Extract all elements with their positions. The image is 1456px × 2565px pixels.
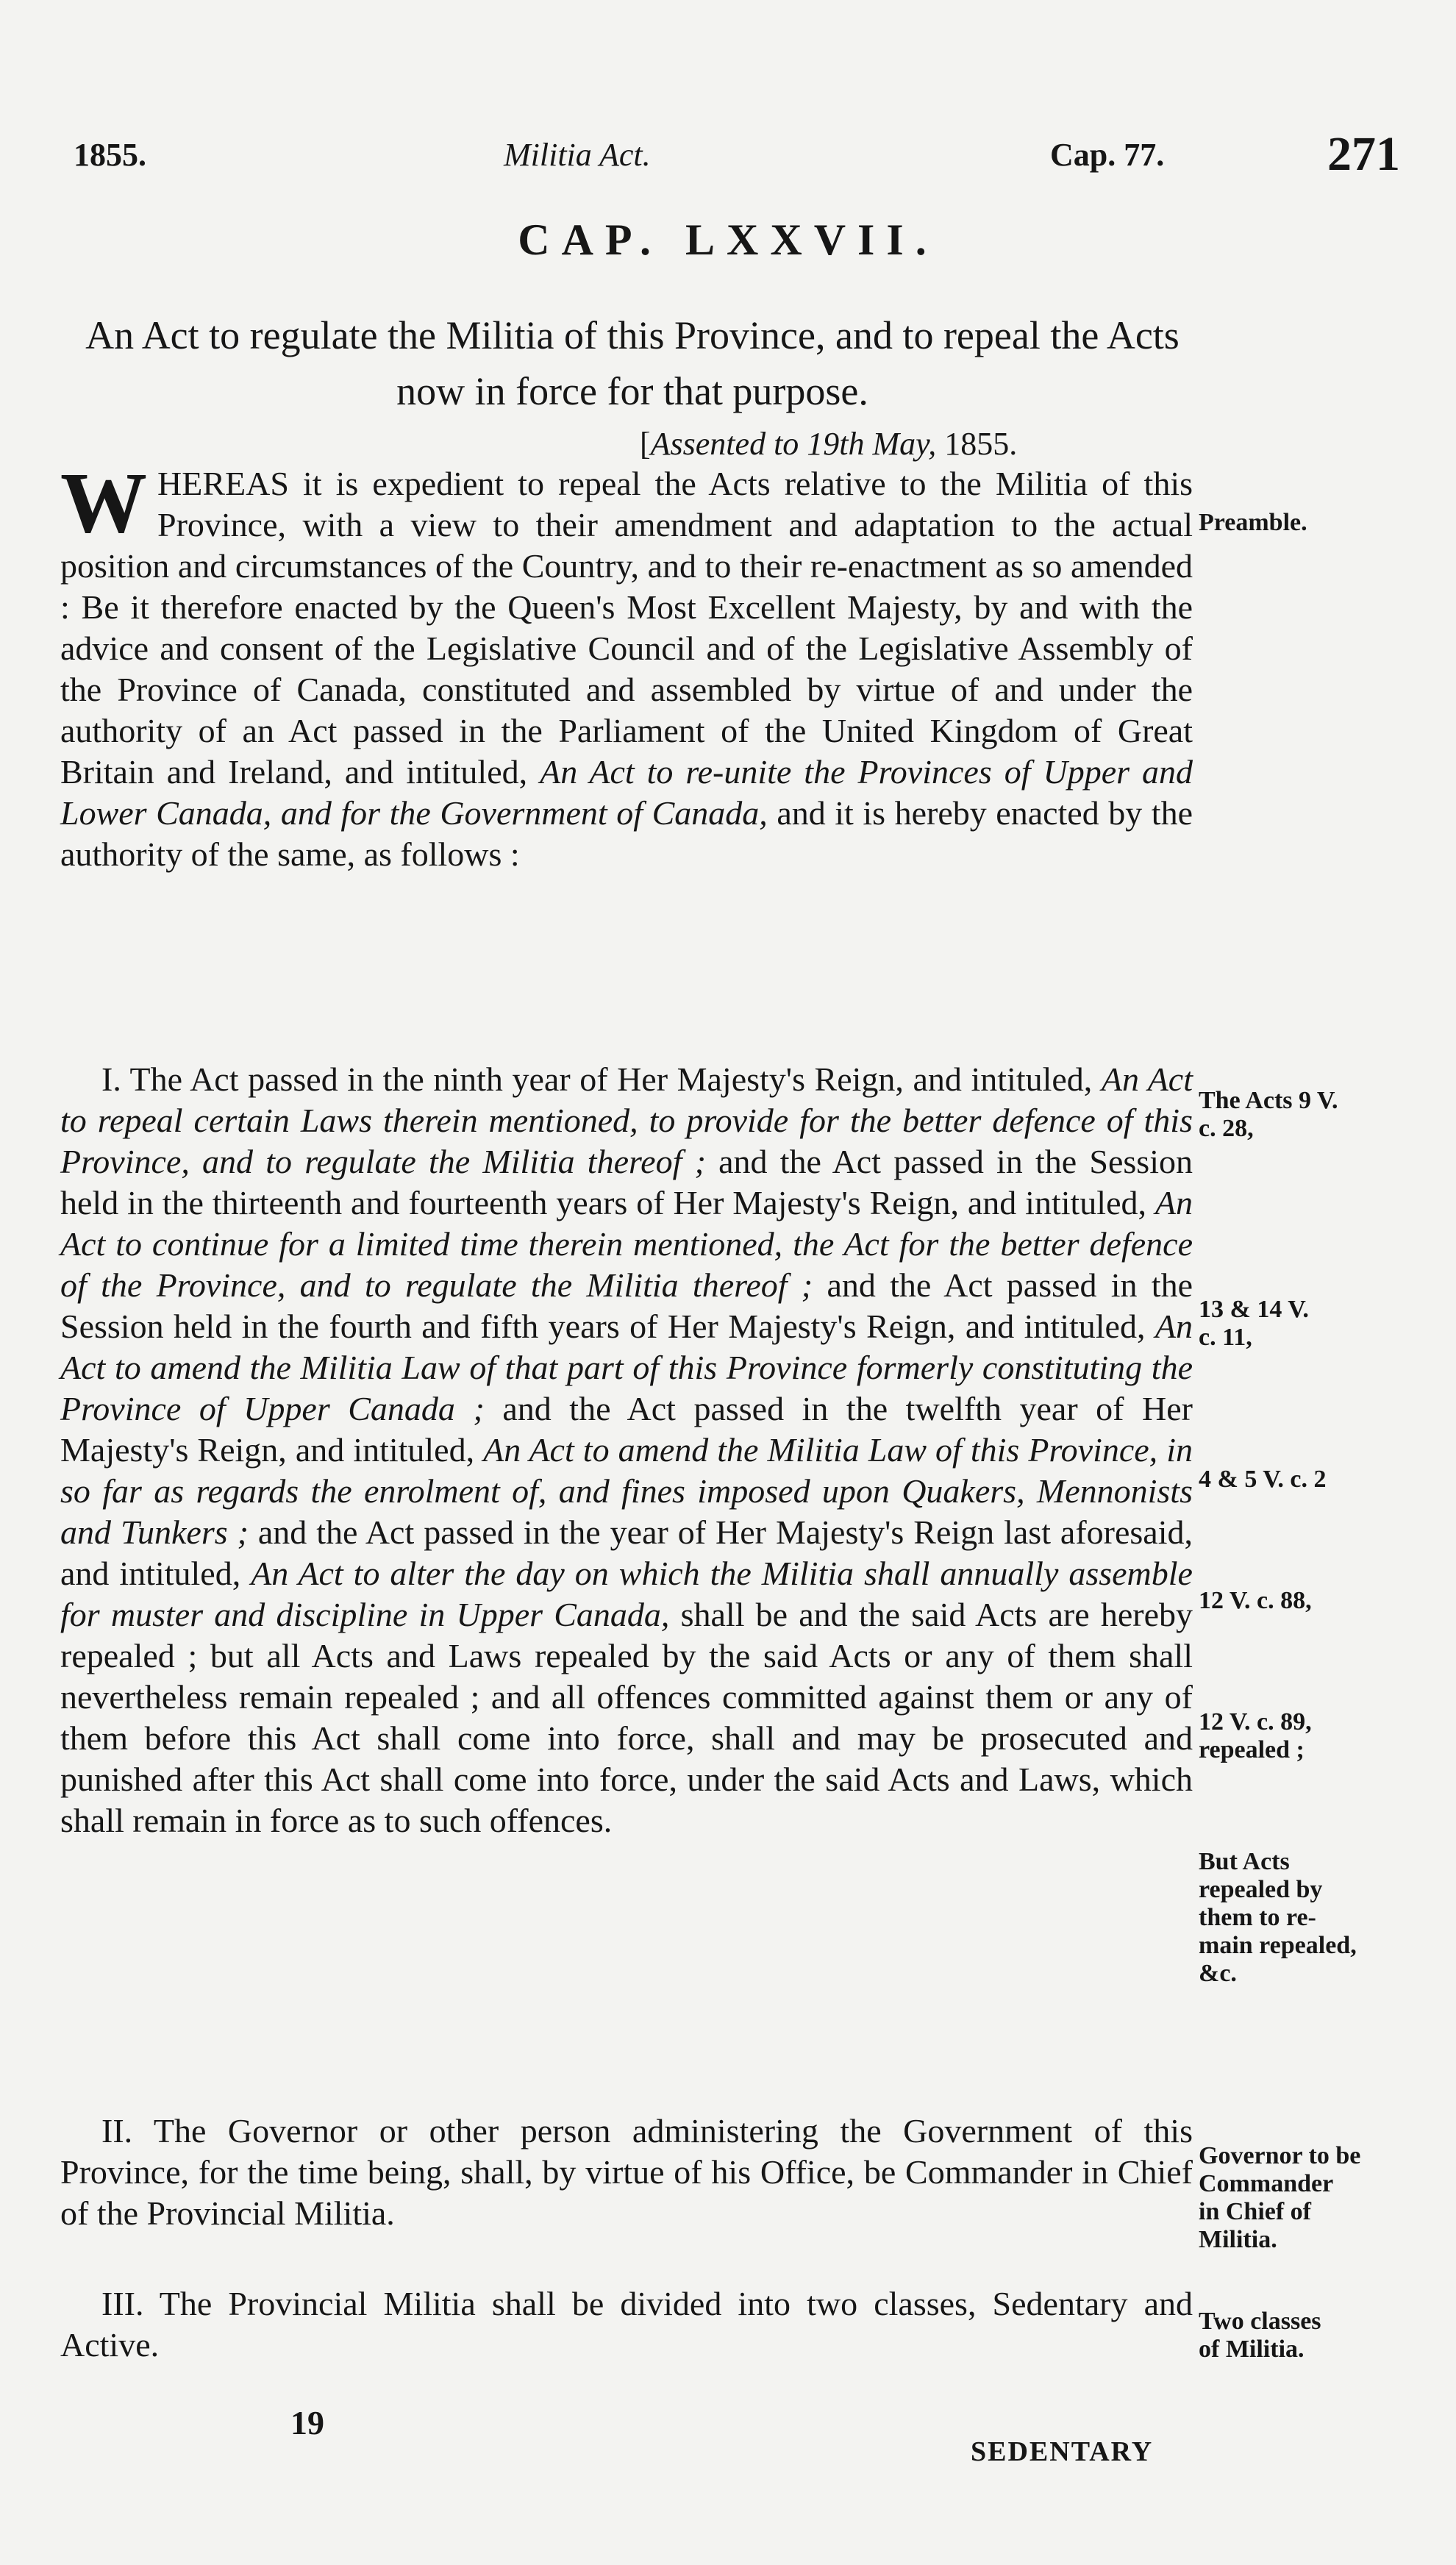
section-1-text-1: I. The Act passed in the ninth year of Her Majesty's Reign, and intituled,: [101, 1060, 1093, 1098]
running-header-chapter: Cap. 77.: [1050, 137, 1165, 173]
margin-note-line: Two classes: [1199, 2308, 1321, 2335]
margin-note-line: repealed ;: [1199, 1736, 1305, 1763]
act-title: An Act to regulate the Militia of this Province, and to repeal the Acts now in force for that purpose.: [85, 313, 1180, 413]
margin-note-line: main repealed,: [1199, 1932, 1357, 1959]
section-1-text-5: and the Act passed in the year of Her Majesty's Reign last aforesaid, and intituled,: [60, 1513, 1193, 1592]
assent-bracket: [: [640, 426, 651, 462]
margin-note-line: Governor to be: [1199, 2142, 1361, 2169]
section-1-text-4: and the Act passed in the twelfth year of Her Majesty's Reign, and intituled,: [60, 1390, 1193, 1469]
preamble-italic-title: An Act to re-unite the Provinces of Upper and Lower Canada, and for the Government of Canada,: [60, 753, 1193, 832]
section-1-italic-3: An Act to amend the Militia Law of that part of this Province formerly constituting the Province of Upper Canada ;: [60, 1308, 1193, 1427]
margin-note-line: them to re-: [1199, 1904, 1316, 1931]
margin-note-line: repealed by: [1199, 1876, 1323, 1903]
page-number: 271: [1327, 127, 1400, 181]
margin-note-line: c. 11,: [1199, 1324, 1252, 1351]
margin-note-line: 12 V. c. 89,: [1199, 1708, 1312, 1735]
preamble-text-1: HEREAS it is expedient to repeal the Acts relative to the Militia of this Province, with a view to their amendment and adaptation to the actual position and circumstances of the Country, and to their re-enactment as so amended : Be it therefore enacted by the Queen's Most Excellent Majesty, by and with the advice and consent of the Legislative Council and of the Legislative Assembly of the Province of Canada, constituted and assembled by virtue of and under the authority of an Act passed in the Parliament of the United Kingdom of Great Britain and Ireland, and intituled,: [60, 465, 1193, 791]
margin-note-13-14-v: [1199, 1296, 1449, 1352]
margin-note-12-v-89: [1199, 1708, 1449, 1764]
margin-note-governor: [1199, 2142, 1449, 2254]
margin-note-line: of Militia.: [1199, 2336, 1305, 2363]
section-1-text-3: and the Act passed in the Session held in the fourth and fifth years of Her Majesty's Reign, and intituled,: [60, 1266, 1193, 1345]
margin-note-12-v-88: 12 V. c. 88,: [1199, 1587, 1312, 1614]
preamble-paragraph: [60, 454, 1193, 875]
section-2-paragraph: II. The Governor or other person administering the Government of this Province, for the time being, shall, by virtue of his Office, be Commander in Chief of the Provincial Militia.: [60, 2112, 1193, 2232]
assent-text: Assented to 19th May,: [650, 426, 937, 462]
section-1-italic-1: An Act to repeal certain Laws therein mentioned, to provide for the better defence of this Province, and to regulate the Militia thereof ;: [60, 1060, 1193, 1180]
section-1-italic-4: An Act to amend the Militia Law of this Province, in so far as regards the enrolment of, and fines imposed upon Quakers, Mennonists and Tunkers ;: [60, 1431, 1193, 1551]
margin-note-but-acts: [1199, 1848, 1449, 1988]
margin-note-two-classes: [1199, 2308, 1449, 2364]
margin-note-preamble: Preamble.: [1199, 509, 1307, 536]
drop-cap: W: [60, 454, 147, 551]
margin-note-line: Militia.: [1199, 2226, 1277, 2253]
section-3-paragraph: III. The Provincial Militia shall be divided into two classes, Sedentary and Active.: [60, 2285, 1193, 2364]
margin-note-4-5-v: 4 & 5 V. c. 2: [1199, 1466, 1327, 1493]
margin-note-line: 13 & 14 V.: [1199, 1296, 1309, 1323]
running-header-title: Militia Act.: [504, 137, 651, 173]
section-1-text-6: shall be and the said Acts are hereby repealed ; but all Acts and Laws repealed by the said Acts or any of them shall nevertheless remain repealed ; and all offences committed against them or any of them before this Act shall come into force, shall and may be prosecuted and punished after this Act shall come into force, under the said Acts and Laws, which shall remain in force as to such offences.: [60, 1596, 1193, 1839]
chapter-heading: CAP. LXXVII.: [518, 215, 938, 264]
margin-note-line: c. 28,: [1199, 1115, 1254, 1142]
section-1-italic-5: An Act to alter the day on which the Militia shall annually assemble for muster and discipline in Upper Canada,: [60, 1555, 1193, 1633]
margin-note-line: Commander: [1199, 2170, 1334, 2197]
assent-line: [640, 425, 1017, 463]
running-header-year: 1855.: [74, 137, 146, 173]
margin-note-line: in Chief of: [1199, 2198, 1311, 2225]
catchword: SEDENTARY: [971, 2436, 1154, 2467]
section-1-paragraph: [60, 1059, 1193, 1841]
signature-mark: 19: [290, 2404, 324, 2441]
margin-note-acts-9v: [1199, 1087, 1449, 1143]
section-1-italic-2: An Act to continue for a limited time therein mentioned, the Act for the better defence of the Province, and to regulate the Militia thereof ;: [60, 1184, 1193, 1304]
section-1-text-2: and the Act passed in the Session held in the thirteenth and fourteenth years of Her Majesty's Reign, and intituled,: [60, 1143, 1193, 1221]
margin-note-line: But Acts: [1199, 1848, 1290, 1875]
preamble-text-2: and it is hereby enacted by the authority of the same, as follows :: [60, 794, 1193, 873]
margin-note-line: &c.: [1199, 1960, 1237, 1987]
assent-year: 1855.: [944, 426, 1018, 462]
margin-note-line: The Acts 9 V.: [1199, 1087, 1338, 1114]
